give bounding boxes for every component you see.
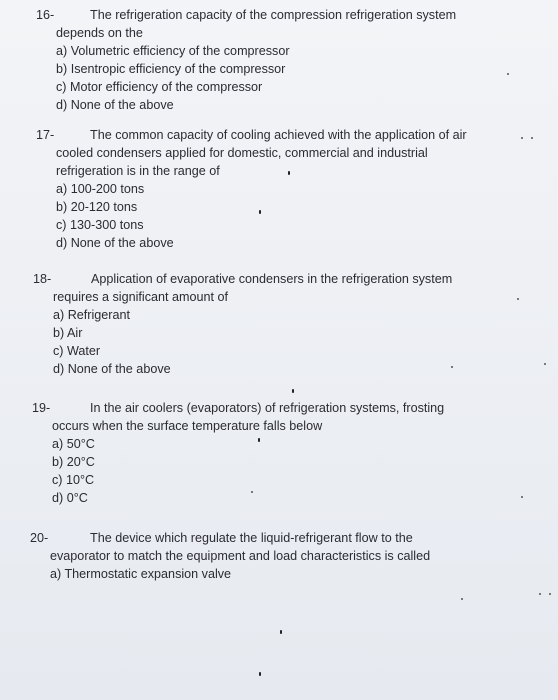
question-text: depends on the (56, 26, 143, 40)
scan-speck (251, 491, 253, 493)
question-17 (36, 126, 467, 252)
question-number: 16- (36, 8, 55, 22)
scan-speck (258, 438, 260, 442)
question-text: occurs when the surface temperature falls below (52, 419, 323, 433)
scan-speck (292, 389, 294, 393)
question-text: The common capacity of cooling achieved with the application of air (90, 128, 467, 142)
answer-option: a) Thermostatic expansion valve (50, 567, 232, 581)
scan-speck (507, 73, 509, 75)
question-number: 18- (33, 272, 52, 286)
question-text: The device which regulate the liquid-refrigerant flow to the (90, 531, 413, 545)
scan-speck (517, 298, 519, 300)
scan-speck (451, 366, 453, 368)
scan-speck (288, 171, 290, 175)
question-number: 19- (32, 401, 51, 415)
answer-option: d) None of the above (53, 362, 171, 376)
scan-speck (280, 630, 282, 634)
question-text: evaporator to match the equipment and load characteristics is called (50, 549, 431, 563)
answer-option: b) 20°C (52, 455, 95, 469)
answer-option: a) 50°C (52, 437, 95, 451)
question-16 (36, 6, 456, 114)
question-number: 17- (36, 128, 55, 142)
question-18 (33, 270, 452, 378)
answer-option: d) None of the above (56, 98, 174, 112)
scan-speck (521, 137, 523, 139)
answer-option: a) Refrigerant (53, 308, 130, 322)
question-text: The refrigeration capacity of the compression refrigeration system (90, 8, 457, 22)
answer-option: a) Volumetric efficiency of the compressor (56, 44, 290, 58)
scan-speck (259, 210, 261, 214)
question-text: In the air coolers (evaporators) of refrigeration systems, frosting (90, 401, 445, 415)
question-19 (32, 399, 444, 507)
scan-speck (549, 593, 551, 595)
question-number: 20- (30, 531, 49, 545)
scan-speck (544, 363, 546, 365)
scan-speck (539, 593, 541, 595)
answer-option: c) Motor efficiency of the compressor (56, 80, 263, 94)
answer-option: b) 20-120 tons (56, 200, 138, 214)
answer-option: b) Air (53, 326, 83, 340)
question-20 (30, 529, 430, 583)
question-text: requires a significant amount of (53, 290, 229, 304)
answer-option: a) 100-200 tons (56, 182, 145, 196)
answer-option: d) 0°C (52, 491, 88, 505)
answer-option: d) None of the above (56, 236, 174, 250)
scan-speck (531, 137, 533, 139)
answer-option: c) 130-300 tons (56, 218, 144, 232)
answer-option: c) Water (53, 344, 101, 358)
scan-speck (521, 496, 523, 498)
answer-option: b) Isentropic efficiency of the compressor (56, 62, 286, 76)
question-text: Application of evaporative condensers in the refrigeration system (91, 272, 453, 286)
scan-speck (461, 598, 463, 600)
scan-speck (259, 672, 261, 676)
question-text: refrigeration is in the range of (56, 164, 220, 178)
answer-option: c) 10°C (52, 473, 95, 487)
question-text: cooled condensers applied for domestic, commercial and industrial (56, 146, 428, 160)
